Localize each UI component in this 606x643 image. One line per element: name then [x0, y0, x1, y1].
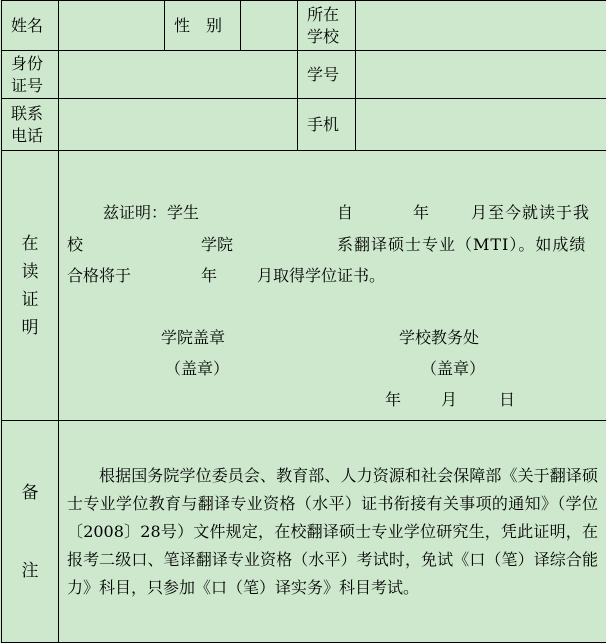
name-field[interactable]	[59, 1, 165, 51]
remarks-label-char-2: 注	[2, 532, 58, 610]
school-field[interactable]	[356, 1, 606, 51]
cert-line1-b: 自	[337, 202, 353, 224]
cert-line3-a: 合格将于	[67, 265, 131, 287]
certificate-label-char-4: 明	[2, 314, 58, 342]
contact-label-line-2: 电话	[11, 126, 43, 145]
id-label-line-1: 身份	[11, 54, 43, 73]
id-label-line-2: 证号	[11, 76, 43, 95]
id-number-field[interactable]	[59, 51, 298, 99]
school-label-line-2: 学校	[307, 27, 339, 46]
id-label	[2, 51, 59, 99]
remarks-body	[59, 421, 606, 643]
certificate-label-char-2: 读	[2, 258, 58, 286]
student-no-label: 学号	[298, 51, 356, 99]
student-no-field[interactable]	[356, 51, 606, 99]
mobile-field[interactable]	[356, 99, 606, 151]
college-seal-paren: （盖章）	[165, 358, 229, 380]
date-month: 月	[441, 389, 457, 411]
office-seal-label: 学校教务处	[399, 327, 479, 349]
row-contact	[2, 99, 606, 151]
row-id	[2, 51, 606, 99]
cert-line1-d: 月至今就读于我	[471, 202, 590, 224]
contact-field[interactable]	[59, 99, 298, 151]
certificate-label	[2, 151, 59, 421]
date-year: 年	[385, 389, 401, 411]
certificate-body	[59, 151, 606, 421]
date-day: 日	[499, 389, 515, 411]
row-certificate	[2, 151, 606, 421]
cert-line2-b: 学院	[201, 234, 233, 256]
gender-label: 性 别	[165, 1, 241, 51]
contact-label-line-1: 联系	[11, 104, 43, 123]
cert-line1-c: 年	[413, 202, 429, 224]
mobile-label: 手机	[298, 99, 356, 151]
gender-field[interactable]	[241, 1, 298, 51]
cert-line3-b: 年	[201, 265, 217, 287]
cert-line2-c: 系翻译硕士专业（MTI）。如成绩	[337, 234, 586, 256]
remarks-text: 根据国务院学位委员会、教育部、人力资源和社会保障部《关于翻译硕士专业学位教育与翻译专业资格（水平）证书衔接有关事项的通知》（学位〔2008〕28号）文件规定，在校翻译硕士专业学位研究生，凭此证明，在报考二级口、笔译翻译专业资格（水平）考试时，免试《口（笔）译综合能力》科目，只参加《口（笔）译实务》科目考试。	[67, 462, 598, 602]
name-label: 姓名	[2, 1, 59, 51]
row-name	[2, 1, 606, 51]
cert-line1-a: 兹证明：学生	[103, 202, 199, 224]
certificate-label-char-1: 在	[2, 230, 58, 258]
college-seal-label: 学院盖章	[161, 327, 225, 349]
cert-line3-c: 月取得学位证书。	[257, 265, 385, 287]
school-label	[298, 1, 356, 51]
contact-label	[2, 99, 59, 151]
remarks-label	[2, 421, 59, 643]
row-remarks	[2, 421, 606, 643]
certificate-form-table	[1, 0, 606, 643]
office-seal-paren: （盖章）	[421, 358, 485, 380]
certificate-label-char-3: 证	[2, 286, 58, 314]
school-label-line-1: 所在	[307, 5, 339, 24]
cert-line2-a: 校	[67, 234, 83, 256]
remarks-label-char-1: 备	[2, 454, 58, 532]
